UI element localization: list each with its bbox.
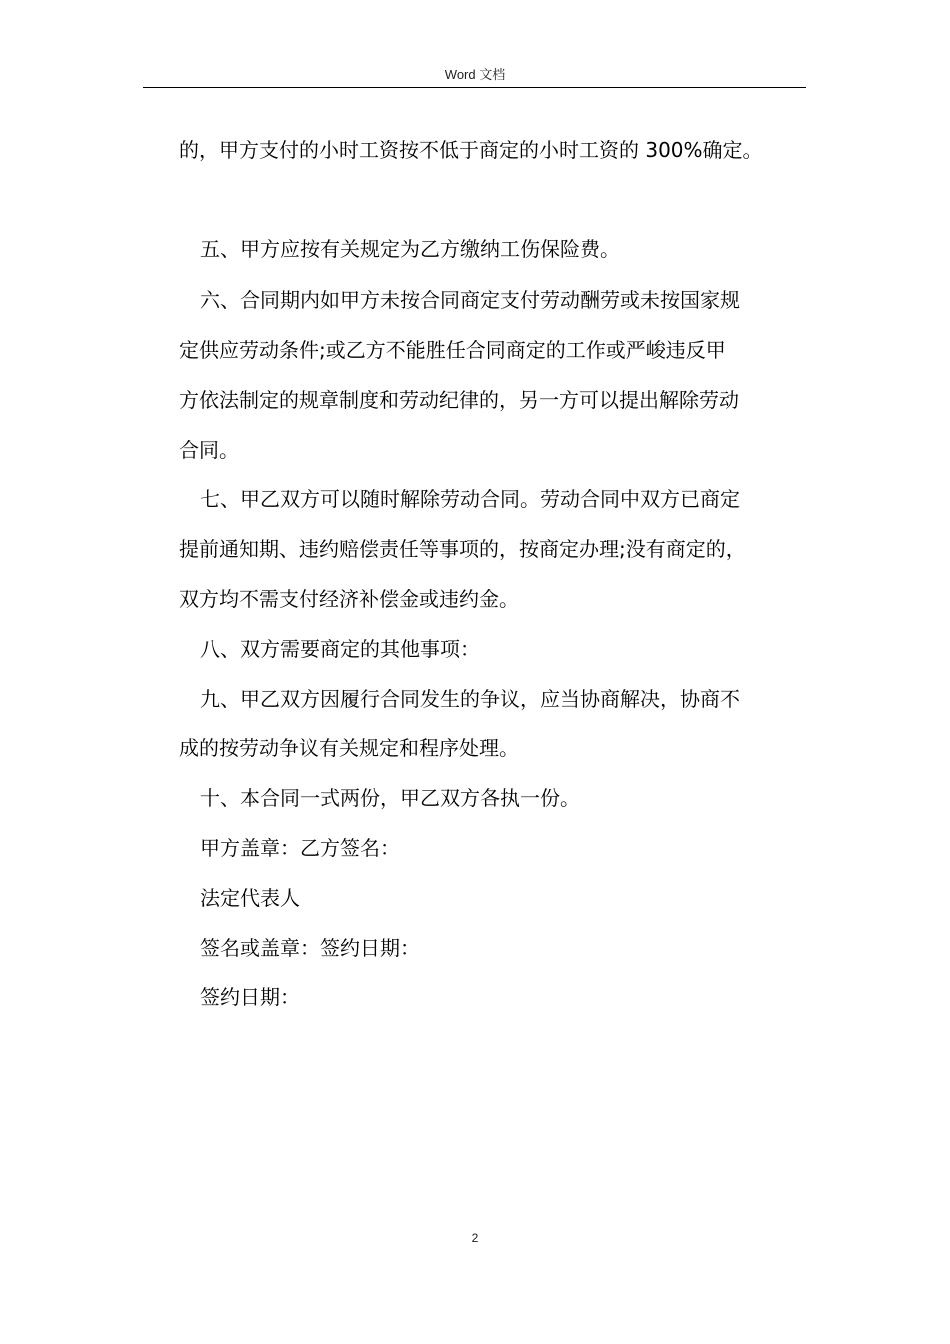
signature-line: 甲方盖章：乙方签名： — [200, 836, 400, 860]
signature-line: 签约日期： — [200, 985, 300, 1009]
signature-line: 法定代表人 — [200, 886, 300, 910]
body-line: 成的按劳动争议有关规定和程序处理。 — [179, 736, 519, 760]
signature-line: 签名或盖章：签约日期： — [200, 936, 420, 960]
header-title: Word 文档 — [444, 67, 506, 82]
body-line: 提前通知期、违约赔偿责任等事项的，按商定办理;没有商定的， — [179, 537, 746, 561]
body-line: 方依法制定的规章制度和劳动纪律的，另一方可以提出解除劳动 — [179, 388, 739, 412]
body-line: 的，甲方支付的小时工资按不低于商定的小时工资的 300%确定。 — [179, 138, 763, 162]
body-line: 双方均不需支付经济补偿金或违约金。 — [179, 587, 519, 611]
header-divider — [143, 87, 806, 88]
body-line: 五、甲方应按有关规定为乙方缴纳工伤保险费。 — [200, 237, 620, 261]
body-line: 八、双方需要商定的其他事项： — [200, 637, 480, 661]
body-line: 九、甲乙双方因履行合同发生的争议，应当协商解决，协商不 — [200, 687, 740, 711]
body-line: 七、甲乙双方可以随时解除劳动合同。劳动合同中双方已商定 — [200, 487, 740, 511]
page-number: 2 — [471, 1231, 479, 1245]
body-line: 合同。 — [179, 438, 239, 462]
body-line: 六、合同期内如甲方未按合同商定支付劳动酬劳或未按国家规 — [200, 288, 740, 312]
body-line: 十、本合同一式两份，甲乙双方各执一份。 — [200, 786, 580, 810]
body-line: 定供应劳动条件;或乙方不能胜任合同商定的工作或严峻违反甲 — [179, 338, 726, 362]
